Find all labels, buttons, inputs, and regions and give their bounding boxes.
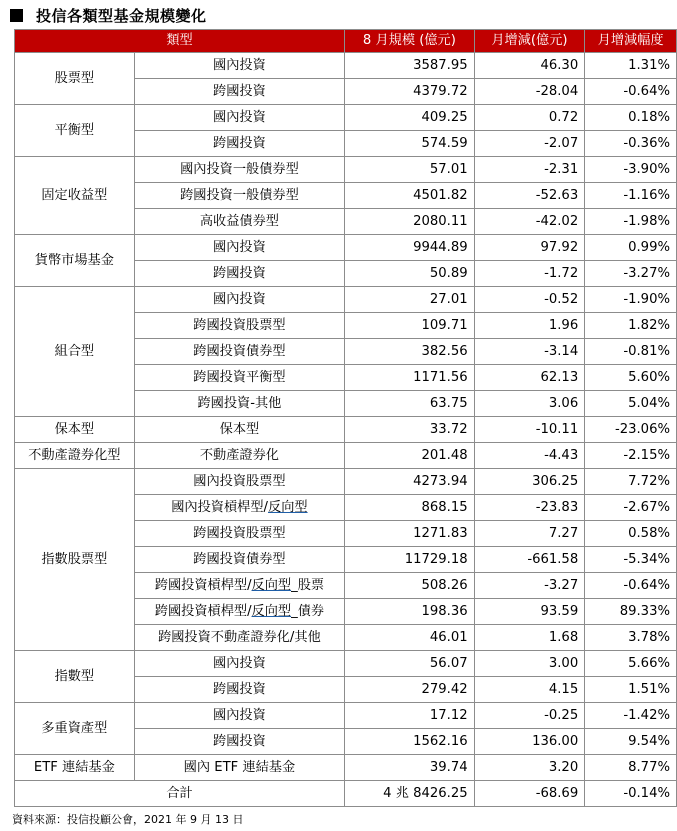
table-row (15, 755, 677, 781)
subcategory-cell: 不動產證券化 (134, 443, 344, 469)
size-cell: 17.12 (345, 703, 475, 729)
size-cell: 382.56 (345, 339, 475, 365)
total-change: -68.69 (474, 781, 585, 807)
size-cell: 4379.72 (345, 79, 475, 105)
category-cell: 貨幣市場基金 (15, 235, 135, 287)
size-cell: 63.75 (345, 391, 475, 417)
subcategory-cell: 跨國投資股票型 (134, 313, 344, 339)
subcategory-cell: 保本型 (134, 417, 344, 443)
subcategory-cell: 國內投資 (134, 105, 344, 131)
table-row (15, 703, 677, 729)
underlined-text: 反向型 (251, 577, 292, 593)
size-cell: 33.72 (345, 417, 475, 443)
subcategory-cell: 國內投資 (134, 287, 344, 313)
category-cell: 多重資產型 (15, 703, 135, 755)
change-cell: -10.11 (474, 417, 585, 443)
subcategory-cell: 高收益債券型 (134, 209, 344, 235)
change-cell: -661.58 (474, 547, 585, 573)
pct-cell: -1.16% (585, 183, 677, 209)
change-cell: 4.15 (474, 677, 585, 703)
pct-cell: -5.34% (585, 547, 677, 573)
pct-cell: -0.81% (585, 339, 677, 365)
category-cell: 固定收益型 (15, 157, 135, 235)
subcategory-cell: 跨國投資-其他 (134, 391, 344, 417)
page-title (10, 4, 207, 26)
size-cell: 1271.83 (345, 521, 475, 547)
size-cell: 198.36 (345, 599, 475, 625)
subcategory-cell: 跨國投資不動產證券化/其他 (134, 625, 344, 651)
source-note: 資料來源：投信投顧公會，2021 年 9 月 13 日 (12, 813, 244, 826)
table-row (15, 157, 677, 183)
size-cell: 279.42 (345, 677, 475, 703)
pct-cell: 1.31% (585, 53, 677, 79)
underlined-text: 反向型 (268, 499, 308, 515)
change-cell: -3.14 (474, 339, 585, 365)
pct-cell: 3.78% (585, 625, 677, 651)
header-pct: 月增減幅度 (585, 30, 677, 53)
pct-cell: 5.60% (585, 365, 677, 391)
size-cell: 56.07 (345, 651, 475, 677)
pct-cell: -2.15% (585, 443, 677, 469)
pct-cell: 5.04% (585, 391, 677, 417)
change-cell: -52.63 (474, 183, 585, 209)
pct-cell: -0.64% (585, 79, 677, 105)
subcategory-cell: 國內投資 (134, 651, 344, 677)
subcategory-cell: 國內投資一般債券型 (134, 157, 344, 183)
category-cell: 股票型 (15, 53, 135, 105)
table-row (15, 443, 677, 469)
pct-cell: 89.33% (585, 599, 677, 625)
subcategory-cell: 跨國投資 (134, 79, 344, 105)
category-cell: 指數股票型 (15, 469, 135, 651)
size-cell: 27.01 (345, 287, 475, 313)
pct-cell: 0.58% (585, 521, 677, 547)
subcategory-cell: 國內投資槓桿型/反向型 (134, 495, 344, 521)
subcategory-cell: 跨國投資 (134, 677, 344, 703)
change-cell: 1.68 (474, 625, 585, 651)
change-cell: -2.31 (474, 157, 585, 183)
size-cell: 109.71 (345, 313, 475, 339)
table-row (15, 469, 677, 495)
subcategory-cell: 國內投資 (134, 703, 344, 729)
category-cell: 平衡型 (15, 105, 135, 157)
change-cell: -1.72 (474, 261, 585, 287)
size-cell: 57.01 (345, 157, 475, 183)
table-row (15, 105, 677, 131)
subcategory-cell: 跨國投資債券型 (134, 547, 344, 573)
header-category: 類型 (15, 30, 345, 53)
size-cell: 574.59 (345, 131, 475, 157)
title-text: 投信各類型基金規模變化 (36, 6, 207, 25)
category-cell: 保本型 (15, 417, 135, 443)
pct-cell: -0.64% (585, 573, 677, 599)
pct-cell: -3.90% (585, 157, 677, 183)
change-cell: -42.02 (474, 209, 585, 235)
subcategory-cell: 跨國投資 (134, 261, 344, 287)
header-change: 月增減(億元) (474, 30, 585, 53)
change-cell: -2.07 (474, 131, 585, 157)
subcategory-cell: 跨國投資股票型 (134, 521, 344, 547)
pct-cell: -3.27% (585, 261, 677, 287)
total-pct: -0.14% (585, 781, 677, 807)
pct-cell: -1.42% (585, 703, 677, 729)
change-cell: -23.83 (474, 495, 585, 521)
change-cell: -0.25 (474, 703, 585, 729)
size-cell: 39.74 (345, 755, 475, 781)
pct-cell: -1.90% (585, 287, 677, 313)
change-cell: 3.00 (474, 651, 585, 677)
size-cell: 11729.18 (345, 547, 475, 573)
size-cell: 4273.94 (345, 469, 475, 495)
change-cell: 306.25 (474, 469, 585, 495)
pct-cell: 1.82% (585, 313, 677, 339)
subcategory-cell: 國內投資股票型 (134, 469, 344, 495)
category-cell: 指數型 (15, 651, 135, 703)
subcategory-cell: 跨國投資平衡型 (134, 365, 344, 391)
category-cell: 組合型 (15, 287, 135, 417)
table-row (15, 53, 677, 79)
table-row (15, 417, 677, 443)
size-cell: 201.48 (345, 443, 475, 469)
size-cell: 508.26 (345, 573, 475, 599)
subcategory-cell: 跨國投資槓桿型/反向型_債券 (134, 599, 344, 625)
pct-cell: 0.99% (585, 235, 677, 261)
change-cell: 1.96 (474, 313, 585, 339)
size-cell: 3587.95 (345, 53, 475, 79)
change-cell: 3.06 (474, 391, 585, 417)
table-row (15, 651, 677, 677)
pct-cell: -0.36% (585, 131, 677, 157)
header-size: 8 月規模 (億元) (345, 30, 475, 53)
table-row (15, 235, 677, 261)
subcategory-cell: 跨國投資 (134, 131, 344, 157)
subcategory-cell: 跨國投資 (134, 729, 344, 755)
size-cell: 4501.82 (345, 183, 475, 209)
size-cell: 868.15 (345, 495, 475, 521)
change-cell: 136.00 (474, 729, 585, 755)
total-label: 合計 (15, 781, 345, 807)
change-cell: 62.13 (474, 365, 585, 391)
category-cell: 不動產證券化型 (15, 443, 135, 469)
size-cell: 1562.16 (345, 729, 475, 755)
size-cell: 409.25 (345, 105, 475, 131)
pct-cell: 7.72% (585, 469, 677, 495)
size-cell: 2080.11 (345, 209, 475, 235)
category-cell: ETF 連結基金 (15, 755, 135, 781)
subcategory-cell: 跨國投資一般債券型 (134, 183, 344, 209)
change-cell: 93.59 (474, 599, 585, 625)
table-header-row (15, 30, 677, 53)
change-cell: -3.27 (474, 573, 585, 599)
change-cell: 3.20 (474, 755, 585, 781)
change-cell: -0.52 (474, 287, 585, 313)
pct-cell: 5.66% (585, 651, 677, 677)
change-cell: -28.04 (474, 79, 585, 105)
subcategory-cell: 跨國投資債券型 (134, 339, 344, 365)
pct-cell: 0.18% (585, 105, 677, 131)
pct-cell: 9.54% (585, 729, 677, 755)
subcategory-cell: 國內投資 (134, 235, 344, 261)
pct-cell: 1.51% (585, 677, 677, 703)
size-cell: 9944.89 (345, 235, 475, 261)
size-cell: 1171.56 (345, 365, 475, 391)
change-cell: 97.92 (474, 235, 585, 261)
table-row (15, 287, 677, 313)
subcategory-cell: 國內投資 (134, 53, 344, 79)
square-bullet-icon (10, 9, 23, 22)
subcategory-cell: 國內 ETF 連結基金 (134, 755, 344, 781)
pct-cell: -23.06% (585, 417, 677, 443)
total-row (15, 781, 677, 807)
total-size: 4 兆 8426.25 (345, 781, 475, 807)
change-cell: 7.27 (474, 521, 585, 547)
pct-cell: -2.67% (585, 495, 677, 521)
pct-cell: 8.77% (585, 755, 677, 781)
subcategory-cell: 跨國投資槓桿型/反向型_股票 (134, 573, 344, 599)
pct-cell: -1.98% (585, 209, 677, 235)
size-cell: 50.89 (345, 261, 475, 287)
size-cell: 46.01 (345, 625, 475, 651)
fund-size-table (14, 29, 677, 807)
change-cell: -4.43 (474, 443, 585, 469)
change-cell: 0.72 (474, 105, 585, 131)
change-cell: 46.30 (474, 53, 585, 79)
underlined-text: 反向型 (251, 603, 292, 619)
